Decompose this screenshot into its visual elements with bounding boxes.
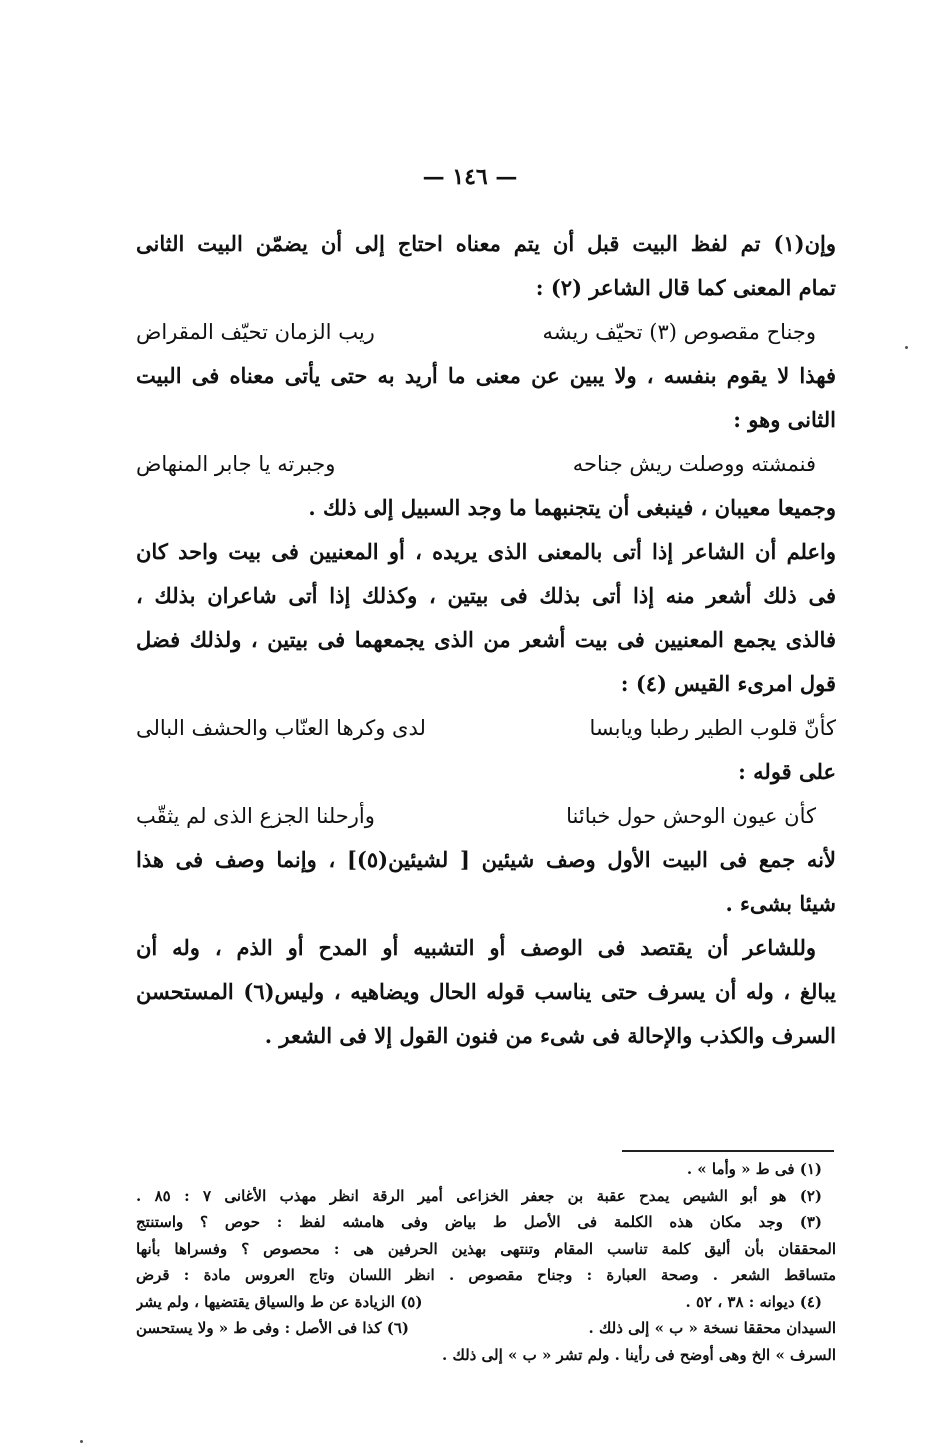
verse-hemistich-second: وأرحلنا الجزع الذى لم يثقّب bbox=[136, 804, 375, 828]
footnote-line: السرف » الخ وهى أوضح فى رأينا . ولم تشر « ب » إلى ذلك . bbox=[442, 1345, 836, 1364]
body-line: الثانى وهو : bbox=[733, 407, 836, 432]
footnote-5: (٥) الزيادة عن ط والسياق يقتضيها ، ولم يشر bbox=[136, 1292, 423, 1311]
body-line: وللشاعر أن يقتصد فى الوصف أو التشبيه أو المدح أو الذم ، وله أن bbox=[136, 935, 816, 960]
body-line: فهذا لا يقوم بنفسه ، ولا يبين عن معنى ما أريد به حتى يأتى معناه فى البيت bbox=[136, 363, 836, 388]
verse-hemistich-first: فنمشته ووصلت ريش جناحه bbox=[572, 452, 816, 476]
body-line: فى ذلك أشعر منه إذا أتى بذلك فى بيتين ، وكذلك إذا أتى شاعران بذلك ، bbox=[136, 583, 836, 608]
footnotes bbox=[136, 1156, 836, 1368]
footnote-line: (١) فى ط « وأما » . bbox=[686, 1160, 822, 1178]
page-number: — ١٤٦ — bbox=[422, 164, 518, 190]
scan-speck bbox=[905, 346, 908, 349]
verse-hemistich-first: كأنّ قلوب الطير رطبا ويابسا bbox=[589, 716, 836, 740]
main-text bbox=[136, 222, 836, 1058]
footnote-separator bbox=[622, 1150, 834, 1152]
verse-hemistich-second: ريب الزمان تحيّف المقراض bbox=[136, 320, 375, 344]
body-line: يبالغ ، وله أن يسرف حتى يناسب قوله الحال ويضاهيه ، وليس(٦) المستحسن bbox=[136, 979, 836, 1004]
body-line: قول امرىء القيس (٤) : bbox=[620, 671, 836, 696]
footnote-line: (٢) هو أبو الشيص يمدح عقبة بن جعفر الخزاعى أمير الرقة انظر مهذب الأغانى ٧ : ٨٥ . bbox=[136, 1186, 822, 1205]
footnote-line: متساقط الشعر . وصحة العبارة : وجناح مقصوص . انظر اللسان وتاج العروس مادة : قرض bbox=[136, 1266, 836, 1284]
footnote-line: (٣) وجد مكان هذه الكلمة فى الأصل ط بياض وفى هامشه لفظ : حوص ؟ واستنتج bbox=[136, 1213, 822, 1231]
verse-hemistich-second: وجبرته يا جابر المنهاض bbox=[136, 452, 336, 476]
verse bbox=[136, 310, 836, 354]
body-line: فالذى يجمع المعنيين فى بيت أشعر من الذى يجمعهما فى بيتين ، ولذلك فضل bbox=[136, 627, 836, 652]
body-line: تمام المعنى كما قال الشاعر (٢) : bbox=[535, 275, 836, 300]
body-line: وجميعا معيبان ، فينبغى أن يتجنبهما ما وجد السبيل إلى ذلك . bbox=[308, 495, 836, 520]
verse-hemistich-first: وجناح مقصوص (٣) تحيّف ريشه bbox=[542, 320, 816, 344]
footnote-line: المحققان بأن أليق كلمة تناسب المقام وتنتهى بهذين الحرفين هى : محصوص ؟ وفسراها بأنها bbox=[136, 1239, 836, 1258]
verse bbox=[136, 442, 836, 486]
body-line: لأنه جمع فى البيت الأول وصف شيئين [ لشيئين(٥)] ، وإنما وصف فى هذا bbox=[136, 847, 836, 872]
verse bbox=[136, 794, 836, 838]
body-line: السرف والكذب والإحالة فى شىء من فنون القول إلا فى الشعر . bbox=[264, 1023, 836, 1048]
body-line: واعلم أن الشاعر إذا أتى بالمعنى الذى يريده ، أو المعنيين فى بيت واحد كان bbox=[136, 539, 836, 564]
footnote-5-continued: السيدان محققا نسخة « ب » إلى ذلك . bbox=[588, 1319, 836, 1337]
body-line: وإن(١) تم لفظ البيت قبل أن يتم معناه احتاج إلى أن يضمّن البيت الثانى bbox=[136, 231, 836, 256]
verse bbox=[136, 706, 836, 750]
footnote-6: (٦) كذا فى الأصل : وفى ط « ولا يستحسن bbox=[136, 1319, 410, 1337]
verse-hemistich-first: كأن عيون الوحش حول خبائنا bbox=[566, 804, 816, 828]
body-line: على قوله : bbox=[738, 759, 836, 784]
scan-speck bbox=[80, 1440, 83, 1443]
footnote-line bbox=[136, 1289, 836, 1316]
verse-hemistich-second: لدى وكرها العنّاب والحشف البالى bbox=[136, 716, 426, 740]
footnote-4: (٤) ديوانه : ٣٨ ، ٥٢ . bbox=[685, 1292, 822, 1311]
body-line: شيئا بشىء . bbox=[725, 891, 836, 916]
footnote-line bbox=[136, 1315, 836, 1342]
